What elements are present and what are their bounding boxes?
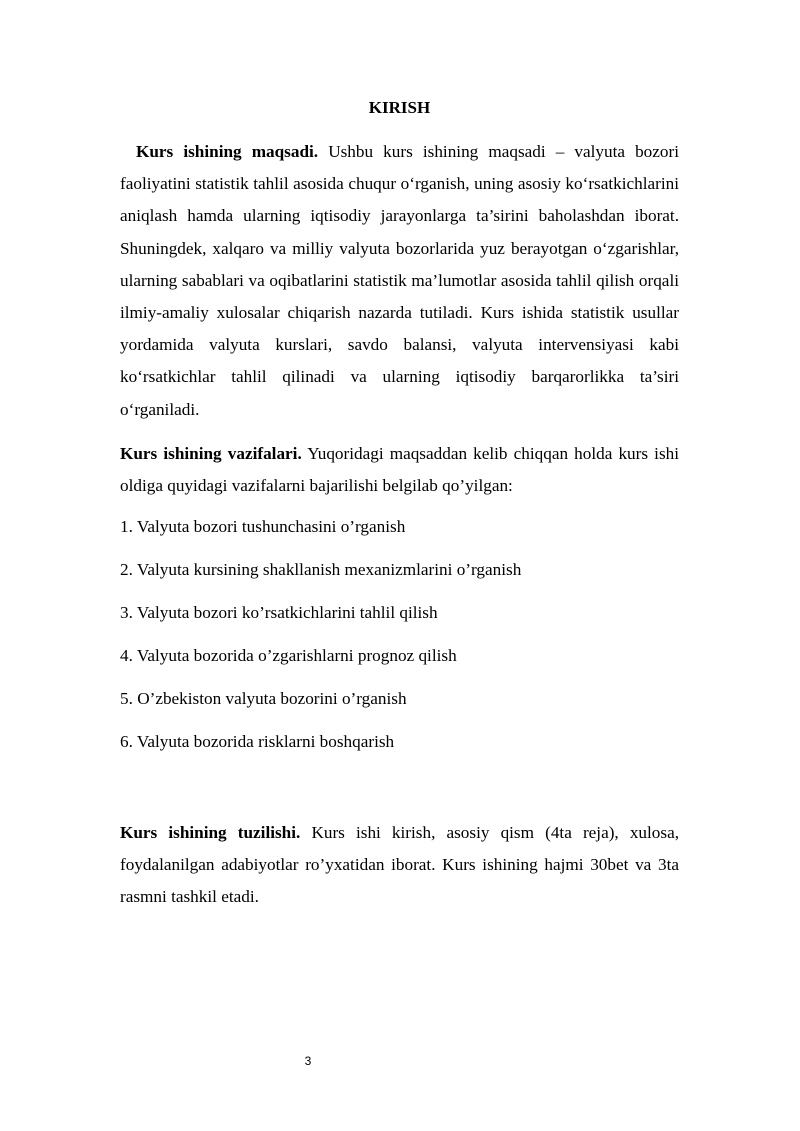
list-item: 1. Valyuta bozori tushunchasini o’rganish [120,517,406,536]
document-page [120,0,679,1131]
tasks-list [120,516,679,774]
list-item: 4. Valyuta bozorida o’zgarishlarni prognoz qilish [120,646,457,665]
list-item: 5. O’zbekiston valyuta bozorini o’rganish [120,689,407,708]
tasks-lead: Kurs ishining vazifalari. [120,444,302,463]
tasks-text: Yuqoridagi maqsaddan kelib chiqqan holda kurs ishi oldiga quyidagi vazifalarni bajarilishi belgilab qo’yilgan: [120,444,680,496]
structure-text: Kurs ishi kirish, asosiy qism (4ta reja), xulosa, foydalanilgan adabiyotlar ro’yxatidan iborat. Kurs ishining hajmi 30bet va 3ta rasmni tashkil etadi. [120,823,680,907]
structure-paragraph [120,817,679,914]
structure-lead: Kurs ishining tuzilishi. [120,823,301,842]
purpose-lead: Kurs ishining maqsadi. [136,142,319,161]
tasks-paragraph [120,438,679,502]
purpose-paragraph [120,136,679,426]
list-item: 6. Valyuta bozorida risklarni boshqarish [120,732,395,751]
list-item: 2. Valyuta kursining shakllanish mexanizmlarini o’rganish [120,560,522,579]
section-heading: KIRISH [368,98,431,117]
page-number: 3 [304,1054,312,1068]
list-item: 3. Valyuta bozori ko’rsatkichlarini tahlil qilish [120,603,438,622]
purpose-text: Ushbu kurs ishining maqsadi – valyuta bozori faoliyatini statistik tahlil asosida chuqur o‘rganish, uning asosiy ko‘rsatkichlarini aniqlash hamda ularning iqtisodiy jarayonlarga ta’sirini baholashdan iborat. Shuningdek, xalqaro va milliy valyuta bozorlarida yuz berayotgan o‘zgarishlar, ularning sabablari va oqibatlarini statistik ma’lumotlar asosida tahlil qilish orqali ilmiy-amaliy xulosalar chiqarish nazarda tutiladi. Kurs ishida statistik usullar yordamida valyuta kurslari, savdo balansi, valyuta intervensiyasi kabi ko‘rsatkichlar tahlil qilinadi va ularning iqtisodiy barqarorlikka ta’siri o‘rganiladi. [120,142,679,419]
